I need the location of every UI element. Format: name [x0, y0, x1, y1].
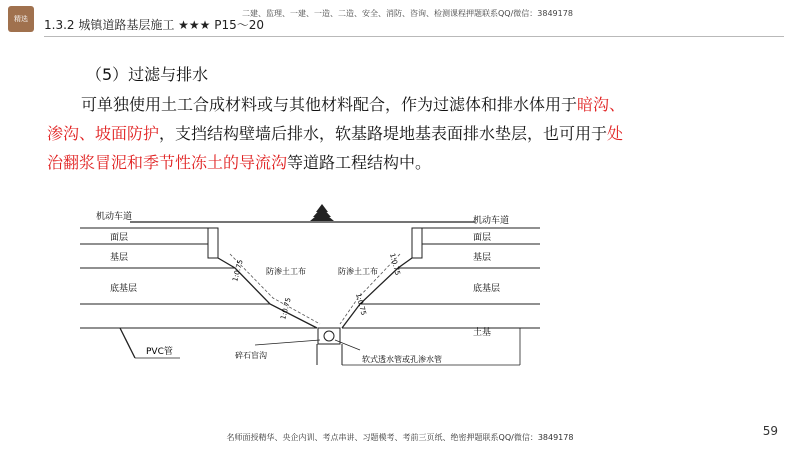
- body-paragraph: [47, 90, 627, 177]
- logo: [8, 6, 34, 32]
- para-highlight: 处治翻浆冒泥和季节性冻土的导流沟: [47, 124, 624, 172]
- label-left-motor-lane: 机动车道: [96, 212, 133, 222]
- label-right-motor-lane: 机动车道: [473, 216, 510, 226]
- label-slope-lower-left: 1:0.75: [279, 296, 293, 321]
- page-header-title: 1.3.2 城镇道路基层施工 ★★★ P15～20: [44, 18, 265, 32]
- section-heading: （5）过滤与排水: [86, 65, 209, 84]
- footer-contact-note: 名师面授精华、央企内训、考点串讲、习题模考、考前三页纸、绝密押题联系QQ/微信：3849178: [226, 433, 574, 442]
- para-highlight: 暗沟、渗沟、坡面防护: [47, 95, 626, 143]
- label-right-base-layer: 基层: [473, 253, 492, 263]
- label-slope-upper-right: 1:0.75: [388, 252, 402, 277]
- label-slope-upper-left: 1:0.75: [231, 258, 245, 283]
- drainage-cross-section-diagram: [80, 190, 540, 390]
- tree-icon: [310, 204, 334, 221]
- label-permeable-drain-pipe: 软式透水管或孔渗水管: [362, 355, 442, 364]
- label-right-surface-layer: 面层: [473, 233, 492, 243]
- label-right-subbase-layer: 底基层: [473, 284, 501, 294]
- label-left-subbase-layer: 底基层: [110, 284, 138, 294]
- label-pvc-pipe: PVC管: [146, 347, 173, 357]
- para-segment: ，支挡结构壁墙后排水，软基路堤地基表面排水垫层，也可用于: [159, 124, 608, 143]
- para-segment: 等道路工程结构中。: [287, 153, 432, 172]
- label-geotextile-right: 防渗土工布: [338, 267, 378, 276]
- label-gravel-blind-ditch: 碎石盲沟: [235, 351, 267, 360]
- para-segment: 可单独使用土工合成材料或与其他材料配合，作为过滤体和排水体用于: [81, 95, 578, 114]
- header-contact-note: 二建、监理、一建、一造、二造、安全、消防、咨询、检测课程押题联系QQ/微信：3849178: [242, 9, 573, 18]
- logo-text: 精选: [14, 15, 28, 23]
- label-left-surface-layer: 面层: [110, 233, 129, 243]
- label-left-base-layer: 基层: [110, 253, 129, 263]
- header-divider: [44, 36, 784, 37]
- label-slope-lower-right: 1:0.75: [354, 292, 368, 317]
- page-number: 59: [762, 424, 778, 438]
- label-geotextile-left: 防渗土工布: [266, 267, 306, 276]
- label-right-subgrade: 土基: [473, 328, 492, 338]
